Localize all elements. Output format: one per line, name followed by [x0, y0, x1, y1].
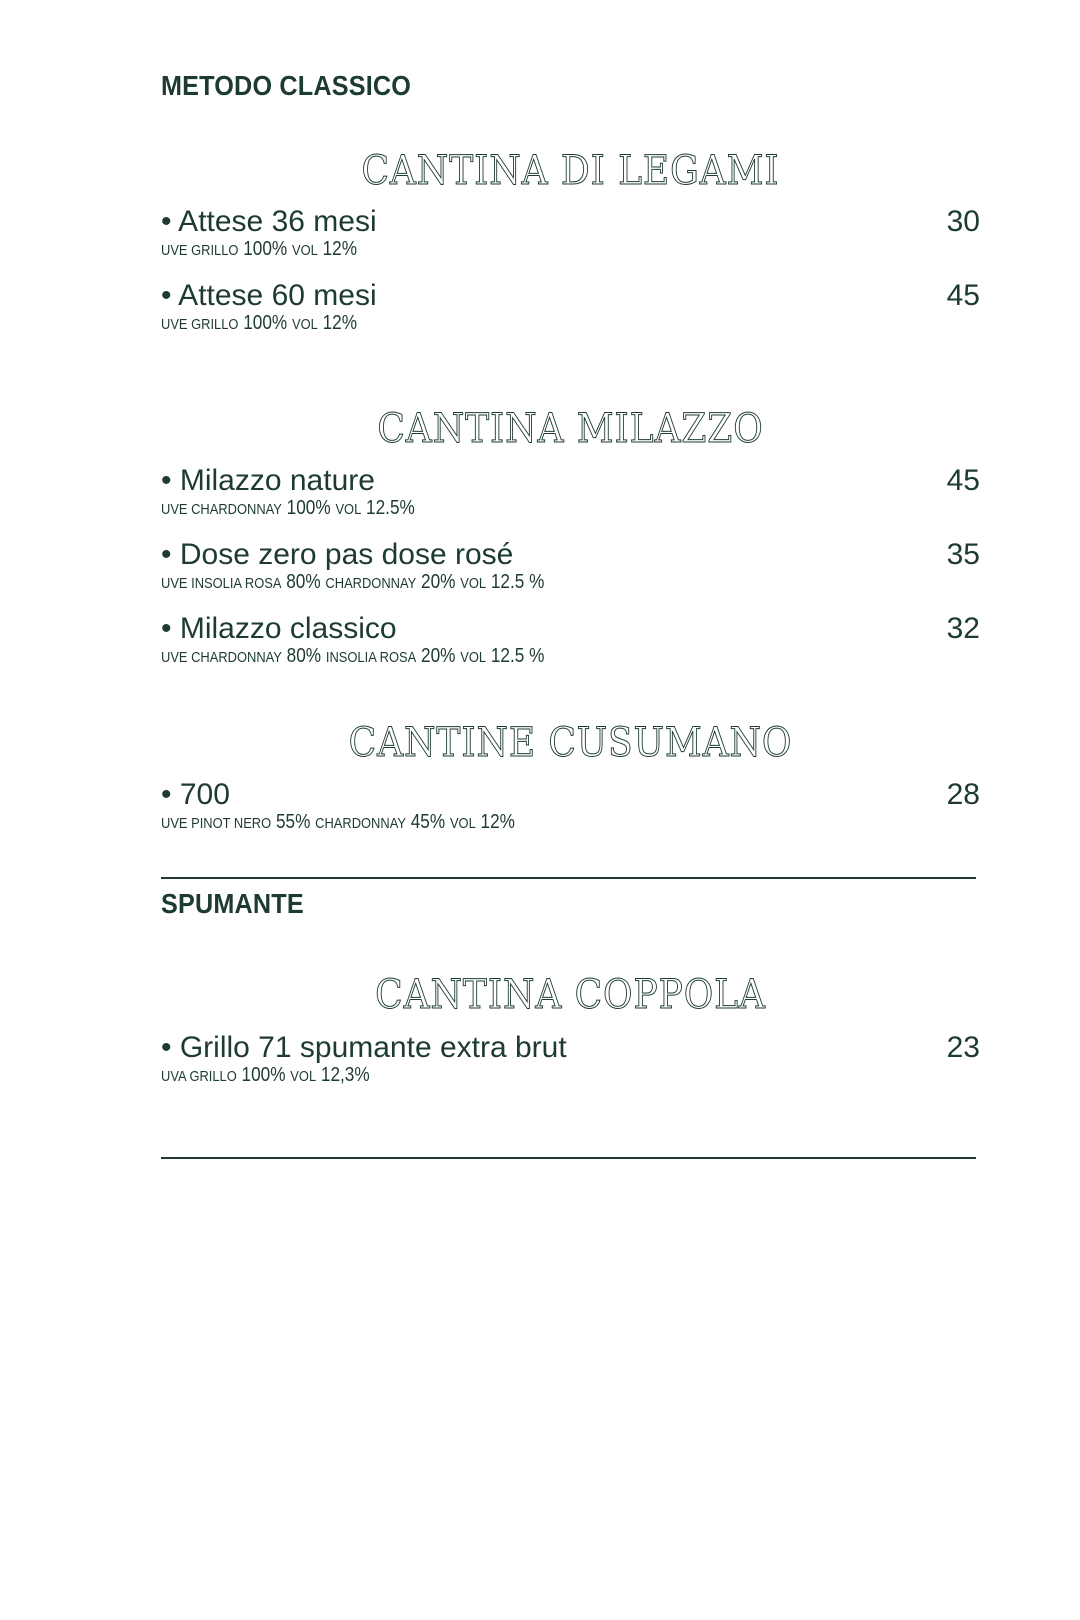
detail-value: 100% [238, 238, 292, 260]
wine-details [161, 810, 515, 836]
detail-label: VOL [291, 316, 318, 333]
wine-name: • Attese 36 mesi [161, 205, 377, 238]
section-divider [161, 1157, 976, 1159]
detail-label: CHARDONNAY [315, 815, 406, 832]
detail-label: VOL [335, 501, 362, 518]
detail-label: UVE CHARDONNAY [161, 649, 282, 666]
detail-label: UVE INSOLIA ROSA [161, 575, 282, 592]
detail-value: 55% [271, 811, 316, 833]
detail-value: 20% [416, 645, 461, 667]
wine-name: • Attese 60 mesi [161, 279, 377, 312]
detail-value: 100% [281, 497, 336, 519]
wine-details [161, 311, 357, 337]
detail-value: 100% [236, 1064, 291, 1086]
wine-item [161, 778, 980, 844]
detail-label: UVE GRILLO [161, 242, 239, 259]
wine-price: 28 [946, 778, 980, 811]
wine-name: • Milazzo nature [161, 464, 375, 497]
wine-name: • Dose zero pas dose rosé [161, 538, 514, 571]
wine-details [161, 1063, 370, 1089]
wine-details [161, 237, 357, 263]
wine-item [161, 612, 980, 678]
detail-label: UVA GRILLO [161, 1068, 237, 1085]
detail-value: 45% [405, 811, 450, 833]
detail-value: 12% [317, 238, 357, 260]
section-heading-metodo-classico: METODO CLASSICO [161, 70, 412, 101]
wine-name: • Grillo 71 spumante extra brut [161, 1031, 567, 1064]
wine-price: 32 [946, 612, 980, 645]
section-heading-spumante: SPUMANTE [161, 888, 304, 919]
wine-price: 30 [946, 205, 980, 238]
detail-value: 12.5% [361, 497, 415, 519]
wine-price: 45 [946, 464, 980, 497]
detail-value: 12.5 % [486, 571, 545, 593]
wine-item [161, 464, 980, 530]
section-divider [161, 877, 976, 879]
wine-item [161, 1031, 980, 1097]
detail-label: VOL [460, 649, 487, 666]
detail-label: VOL [290, 1068, 317, 1085]
wine-price: 35 [946, 538, 980, 571]
detail-label: VOL [460, 575, 487, 592]
detail-label: UVE PINOT NERO [161, 815, 272, 832]
wine-details [161, 570, 544, 596]
cantina-title-legami: CANTINA DI LEGAMI [361, 148, 780, 194]
detail-value: 100% [238, 312, 292, 334]
wine-name: • 700 [161, 778, 230, 811]
detail-value: 12% [317, 312, 357, 334]
detail-value: 12.5 % [486, 645, 545, 667]
detail-value: 80% [281, 645, 326, 667]
wine-item [161, 279, 980, 345]
detail-label: INSOLIA ROSA [325, 649, 417, 666]
detail-value: 12% [475, 811, 515, 833]
wine-details [161, 496, 415, 522]
detail-value: 20% [416, 571, 461, 593]
detail-label: CHARDONNAY [325, 575, 417, 592]
detail-label: VOL [449, 815, 476, 832]
detail-value: 80% [281, 571, 326, 593]
wine-price: 45 [946, 279, 980, 312]
wine-details [161, 644, 544, 670]
cantina-title-cusumano: CANTINE CUSUMANO [348, 720, 793, 766]
wine-price: 23 [946, 1031, 980, 1064]
detail-value: 12,3% [316, 1064, 370, 1086]
detail-label: VOL [291, 242, 318, 259]
wine-item [161, 538, 980, 604]
detail-label: UVE GRILLO [161, 316, 239, 333]
cantina-title-milazzo: CANTINA MILAZZO [377, 406, 764, 452]
wine-name: • Milazzo classico [161, 612, 397, 645]
cantina-title-coppola: CANTINA COPPOLA [375, 972, 766, 1018]
wine-item [161, 205, 980, 271]
detail-label: UVE CHARDONNAY [161, 501, 282, 518]
